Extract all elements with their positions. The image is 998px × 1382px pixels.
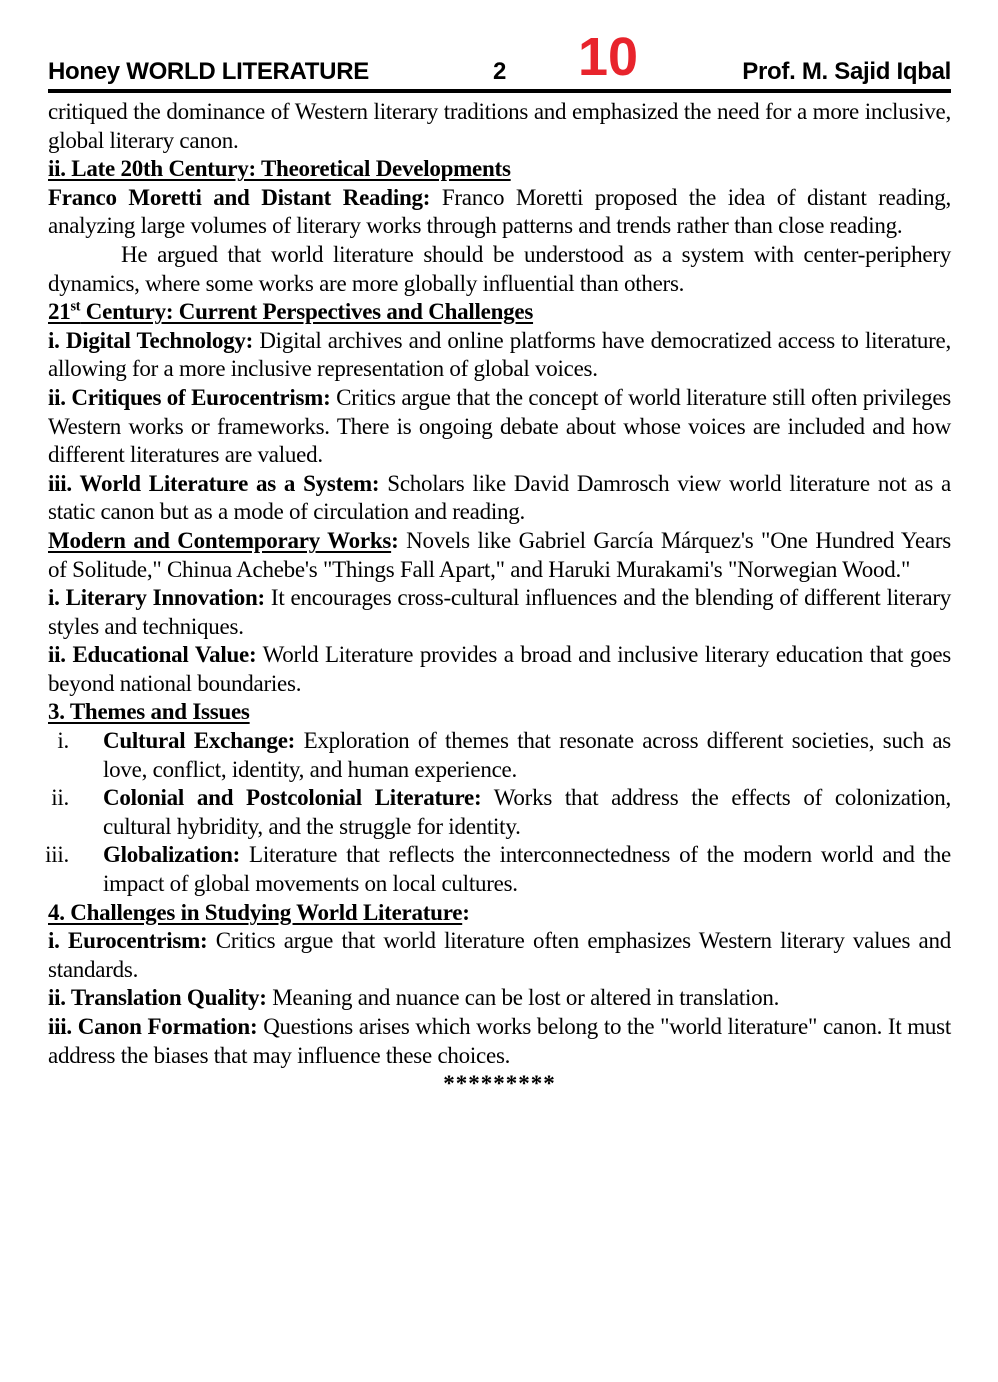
heading-21st-rest: Century: Current Perspectives and Challenges [80, 299, 534, 325]
paragraph-canon-formation [48, 1013, 951, 1070]
heading-21st-century [48, 298, 951, 327]
paragraph-eurocentrism [48, 927, 951, 984]
heading-late-20th-century [48, 155, 951, 184]
list-item-colonial-postcolonial [48, 784, 951, 841]
heading-challenges-text: 4. Challenges in Studying World Literature [48, 899, 463, 925]
paragraph-he-argued: He argued that world literature should be understood as a system with center-periphery dynamics, where some works are more globally influential than others. [48, 241, 951, 296]
document-body [45, 93, 952, 1099]
paragraph-digital-technology [48, 327, 951, 384]
paragraph-translation-quality [48, 984, 951, 1013]
paragraph-literary-innovation [48, 584, 951, 641]
list-marker: iii. [45, 842, 69, 868]
lead-modern-contemporary-works [48, 528, 399, 553]
lead-colonial-postcolonial: Colonial and Postcolonial Literature: [103, 785, 482, 811]
text-colonial-postcolonial: Works that address the effects of colonization, cultural hybridity, and the struggle for identity. [103, 785, 952, 839]
heading-21st-superscript: st [70, 298, 81, 315]
lead-globalization: Globalization: [103, 842, 241, 868]
lead-literary-innovation: i. Literary Innovation: [48, 585, 265, 611]
heading-21st-number: 21 [48, 299, 71, 325]
header-professor-name: Prof. M. Sajid Iqbal [742, 58, 951, 85]
list-marker: i. [57, 728, 69, 754]
heading-challenges-colon: : [462, 899, 470, 925]
text-cultural-exchange: Exploration of themes that resonate across different societies, such as love, conflict, identity, and human experience. [103, 728, 952, 782]
header-page-number: 2 [492, 58, 507, 85]
lead-educational-value: ii. Educational Value: [48, 642, 257, 668]
paragraph-educational-value [48, 641, 951, 698]
text-modern-contemporary-works: Novels like Gabriel García Márquez's "One Hundred Years of Solitude," Chinua Achebe's "Things Fall Apart," and Haruki Murakami's "Norwegian Wood." [48, 527, 951, 582]
lead-world-literature-system: iii. World Literature as a System: [48, 470, 380, 496]
list-item-globalization [45, 841, 951, 898]
page-header [48, 58, 951, 93]
separator-asterisks: ********* [443, 1071, 556, 1097]
heading-21st-century-text [48, 299, 533, 324]
lead-modern-colon: : [391, 527, 399, 553]
heading-challenges [48, 899, 951, 928]
text-eurocentrism: Critics argue that world literature often emphasizes Western literary values and standards. [48, 928, 952, 982]
lead-translation-quality: ii. Translation Quality: [48, 985, 267, 1011]
text-canon-formation: Questions arises which works belong to the "world literature" canon. It must address the biases that may influence these choices. [48, 1014, 952, 1068]
lead-modern-underlined: Modern and Contemporary Works [48, 527, 392, 553]
text-digital-technology: Digital archives and online platforms have democratized access to literature, allowing for a more inclusive representation of global voices. [48, 327, 951, 382]
list-marker: ii. [51, 785, 69, 811]
red-page-number: 10 [578, 27, 639, 87]
paragraph-modern-contemporary-works [48, 527, 951, 584]
lead-critiques-eurocentrism: ii. Critiques of Eurocentrism: [48, 384, 331, 410]
lead-franco-moretti: Franco Moretti and Distant Reading: [48, 184, 431, 210]
lead-digital-technology: i. Digital Technology: [48, 327, 254, 353]
lead-cultural-exchange: Cultural Exchange: [103, 728, 296, 754]
text-critiques-eurocentrism: Critics argue that the concept of world literature still often privileges Western works or frameworks. There is ongoing debate about whose voices are included and how different literatures are valued. [48, 384, 951, 468]
heading-themes-and-issues [48, 698, 951, 727]
heading-themes-and-issues-text: 3. Themes and Issues [48, 699, 250, 725]
paragraph-intro: critiqued the dominance of Western literary traditions and emphasized the need for a more inclusive, global literary canon. [48, 99, 951, 153]
text-globalization: Literature that reflects the interconnectedness of the modern world and the impact of global movements on local cultures. [103, 842, 951, 897]
heading-late-20th-century-text: ii. Late 20th Century: Theoretical Developments [48, 156, 511, 182]
lead-eurocentrism: i. Eurocentrism: [48, 928, 208, 954]
text-franco-moretti: Franco Moretti proposed the idea of distant reading, analyzing large volumes of literary works through patterns and trends rather than close reading. [48, 184, 951, 239]
text-educational-value: World Literature provides a broad and inclusive literary education that goes beyond national boundaries. [48, 642, 952, 696]
header-course-title: Honey WORLD LITERATURE [48, 58, 369, 85]
lead-canon-formation: iii. Canon Formation: [48, 1014, 258, 1039]
text-translation-quality: Meaning and nuance can be lost or altered in translation. [266, 985, 780, 1011]
paragraph-critiques-eurocentrism [48, 384, 951, 470]
text-world-literature-system: Scholars like David Damrosch view world literature not as a static canon but as a mode of circulation and reading. [48, 470, 952, 525]
list-item-cultural-exchange [48, 727, 951, 784]
paragraph-franco-moretti [48, 184, 951, 241]
paragraph-world-literature-system [48, 470, 951, 527]
text-literary-innovation: It encourages cross-cultural influences and the blending of different literary styles and techniques. [48, 585, 951, 639]
